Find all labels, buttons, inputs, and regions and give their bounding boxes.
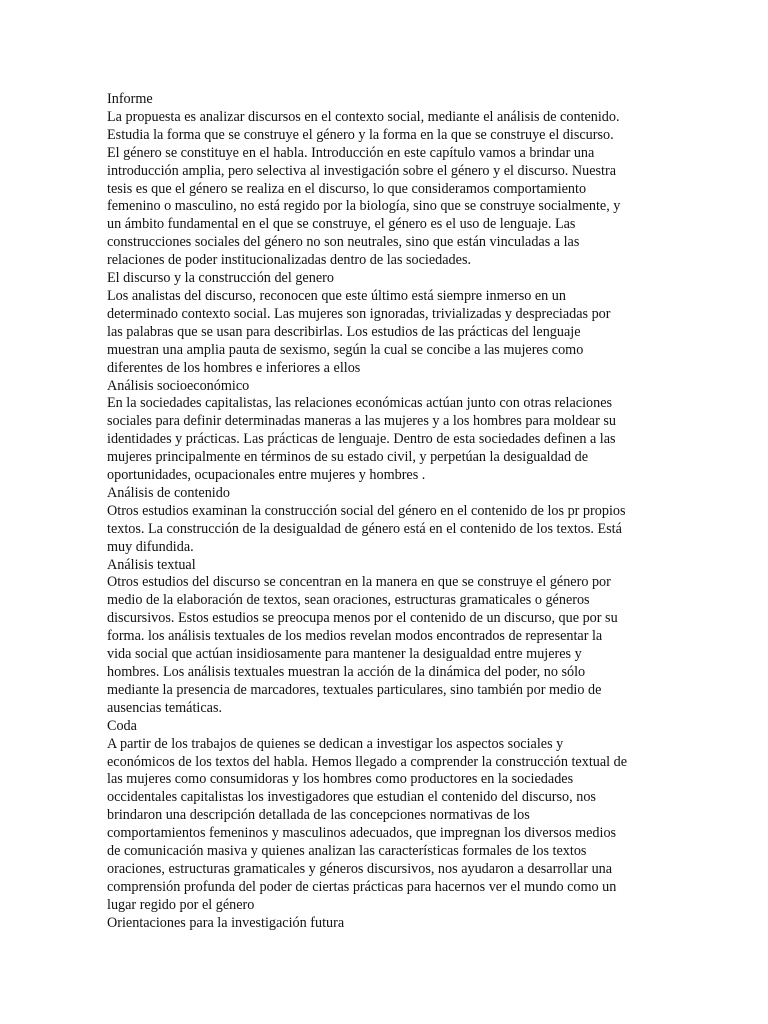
paragraph-line: La propuesta es analizar discursos en el contexto social, mediante el análisis de contenido. (107, 108, 620, 125)
body-paragraph (107, 503, 667, 557)
body-paragraph (107, 574, 667, 717)
body-paragraph (107, 109, 667, 270)
paragraph-line: Estudia la forma que se construye el género y la forma en la que se construye el discurso. (107, 126, 614, 143)
paragraph-line: Otros estudios del discurso se concentran en la manera en que se construye el género por (107, 574, 611, 591)
paragraph-line: vida social que actúan insidiosamente para mantener la desigualdad entre mujeres y (107, 646, 582, 663)
section-heading (107, 718, 667, 736)
section-heading (107, 485, 667, 503)
paragraph-line: oraciones, estructuras gramaticales y géneros discursivos, nos ayudaron a desarrollar una (107, 860, 613, 877)
paragraph-line: En la sociedades capitalistas, las relaciones económicas actúan junto con otras relaciones (107, 395, 613, 412)
paragraph-line: mediante la presencia de marcadores, textuales particulares, sino también por medio de (107, 681, 602, 698)
paragraph-line: femenino o masculino, no está regido por la biología, sino que se construye socialmente, y (107, 198, 621, 215)
section-heading (107, 378, 667, 396)
document-page (107, 91, 667, 933)
paragraph-line: construcciones sociales del género no son neutrales, sino que están vinculadas a las (107, 234, 580, 251)
paragraph-line: forma. los análisis textuales de los medios revelan modos encontrados de representar la (107, 628, 603, 645)
heading-text: Coda (107, 717, 137, 734)
paragraph-line: ausencias temáticas. (107, 699, 223, 716)
paragraph-line: A partir de los trabajos de quienes se dedican a investigar los aspectos sociales y (107, 735, 564, 752)
paragraph-line: lugar regido por el género (107, 896, 255, 913)
section-heading (107, 270, 667, 288)
paragraph-line: oportunidades, ocupacionales entre mujeres y hombres . (107, 467, 426, 484)
section-heading (107, 557, 667, 575)
heading-text: Análisis socioeconómico (107, 377, 250, 394)
heading-text: El discurso y la construcción del genero (107, 270, 334, 287)
paragraph-line: introducción amplia, pero selectiva al investigación sobre el género y el discurso. Nuestra (107, 162, 617, 179)
paragraph-line: hombres. Los análisis textuales muestran la acción de la dinámica del poder, no sólo (107, 664, 586, 680)
paragraph-line: Otros estudios examinan la construcción social del género en el contenido de los pr propios (107, 502, 626, 519)
heading-text: Orientaciones para la investigación futura (107, 914, 345, 931)
paragraph-line: muestran una amplia pauta de sexismo, según la cual se concibe a las mujeres como (107, 341, 584, 358)
paragraph-line: económicos de los textos del habla. Hemos llegado a comprender la construcción textual de (107, 753, 628, 770)
paragraph-line: identidades y prácticas. Las prácticas de lenguaje. Dentro de esta sociedades definen a las (107, 431, 616, 448)
paragraph-line: El género se constituye en el habla. Introducción en este capítulo vamos a brindar una (107, 144, 595, 161)
body-paragraph (107, 736, 667, 915)
heading-text: Informe (107, 91, 153, 107)
body-paragraph (107, 288, 667, 378)
paragraph-line: muy difundida. (107, 538, 194, 555)
heading-text: Análisis de contenido (107, 484, 230, 501)
paragraph-line: un ámbito fundamental en el que se construye, el género es el uso de lenguaje. Las (107, 216, 576, 233)
paragraph-line: las mujeres como consumidoras y los hombres como productores en la sociedades (107, 771, 574, 788)
paragraph-line: sociales para definir determinadas maneras a las mujeres y a los hombres para moldear su (107, 413, 616, 430)
paragraph-line: occidentales capitalistas los investigadores que estudian el contenido del discurso, nos (107, 789, 596, 806)
paragraph-line: comprensión profunda del poder de ciertas prácticas para hacernos ver el mundo como un (107, 878, 617, 895)
paragraph-line: discursivos. Estos estudios se preocupa menos por el contenido de un discurso, que por su (107, 610, 618, 627)
paragraph-line: tesis es que el género se realiza en el discurso, lo que consideramos comportamiento (107, 180, 587, 197)
heading-text: Análisis textual (107, 556, 196, 573)
body-paragraph (107, 395, 667, 485)
paragraph-line: Los analistas del discurso, reconocen que este último está siempre inmerso en un (107, 287, 566, 304)
paragraph-line: las palabras que se usan para describirlas. Los estudios de las prácticas del lenguaje (107, 323, 581, 340)
paragraph-line: textos. La construcción de la desigualdad de género está en el contenido de los textos. Está (107, 520, 622, 537)
paragraph-line: relaciones de poder institucionalizadas dentro de las sociedades. (107, 252, 472, 269)
section-heading (107, 91, 667, 109)
paragraph-line: de comunicación masiva y quienes analizan las características formales de los textos (107, 843, 587, 860)
paragraph-line: mujeres principalmente en términos de su estado civil, y perpetúan la desigualdad de (107, 449, 589, 466)
paragraph-line: brindaron una descripción detallada de las concepciones normativas de los (107, 807, 530, 824)
paragraph-line: comportamientos femeninos y masculinos adecuados, que impregnan los diversos medios (107, 825, 617, 842)
paragraph-line: diferentes de los hombres e inferiores a ellos (107, 359, 361, 376)
section-heading (107, 915, 667, 933)
paragraph-line: medio de la elaboración de textos, sean oraciones, estructuras gramaticales o géneros (107, 592, 590, 609)
paragraph-line: determinado contexto social. Las mujeres son ignoradas, trivializadas y despreciadas por (107, 305, 611, 322)
